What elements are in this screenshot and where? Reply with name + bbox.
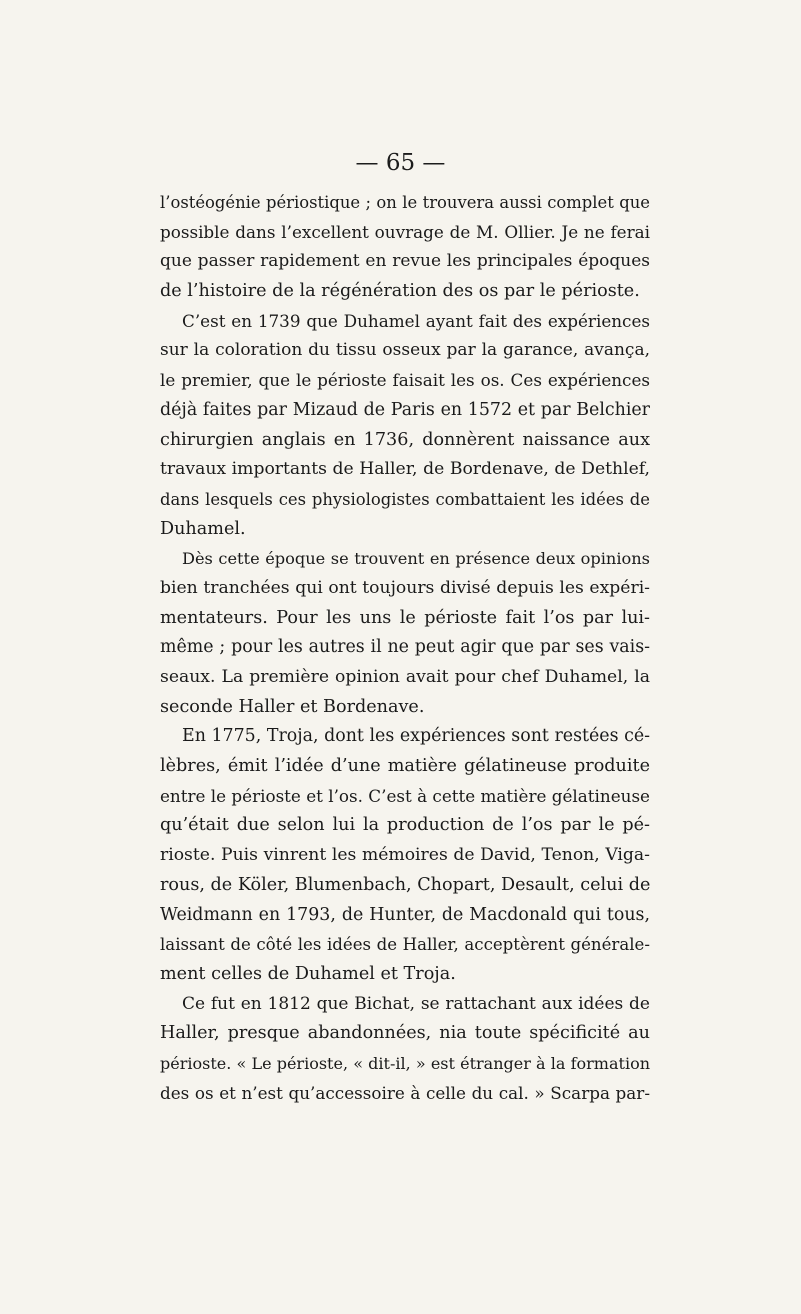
page-number: — 65 — [355, 150, 446, 176]
text-line: le premier, que le périoste faisait les os. Ces expériences [160, 370, 650, 391]
text-line: entre le périoste et l’os. C’est à cette matière gélatineuse [160, 785, 650, 806]
text-line: seaux. La première opinion avait pour chef Duhamel, la [160, 667, 650, 687]
text-line: des os et n’est qu’accessoire à celle du cal. » Scarpa par- [160, 1082, 650, 1103]
text-line: l’ostéogénie périostique ; on le trouvera aussi complet que [160, 193, 650, 212]
text-line: Dès cette époque se trouvent en présence deux opinions [182, 549, 650, 569]
text-line: déjà faites par Mizaud de Paris en 1572 et par Belchier [160, 399, 650, 420]
text-line: que passer rapidement en revue les principales époques [160, 251, 650, 272]
text-line: chirurgien anglais en 1736, donnèrent naissance aux [160, 429, 650, 450]
text-line: mentateurs. Pour les uns le périoste fait l’os par lui- [160, 607, 650, 628]
text-line: dans lesquels ces physiologistes combattaient les idées de [160, 489, 650, 509]
text-line: périoste. « Le périoste, « dit-il, » est étranger à la formation [160, 1053, 650, 1073]
text-line: rous, de Köler, Blumenbach, Chopart, Desault, celui de [160, 874, 650, 895]
text-line: bien tranchées qui ont toujours divisé depuis les expéri- [160, 577, 650, 598]
text-line: rioste. Puis vinrent les mémoires de David, Tenon, Viga- [160, 845, 650, 866]
text-line: lèbres, émit l’idée d’une matière gélatineuse produite [160, 756, 650, 777]
text-line: Weidmann en 1793, de Hunter, de Macdonald qui tous, [160, 904, 650, 925]
text-line: de l’histoire de la régénération des os par le périoste. [160, 281, 640, 302]
body-text [160, 188, 650, 1108]
text-line: qu’était due selon lui la production de l’os par le pé- [160, 815, 650, 836]
text-line: Haller, presque abandonnées, nia toute spécificité au [160, 1023, 650, 1044]
text-line: même ; pour les autres il ne peut agir que par ses vais- [160, 637, 650, 658]
text-line: Duhamel. [160, 518, 246, 539]
text-line: Ce fut en 1812 que Bichat, se rattachant aux idées de [182, 993, 650, 1014]
text-line: laissant de côté les idées de Haller, acceptèrent générale- [160, 935, 650, 955]
text-line: seconde Haller et Bordenave. [160, 696, 425, 717]
text-line: travaux importants de Haller, de Bordenave, de Dethlef, [160, 459, 650, 480]
text-line: En 1775, Troja, dont les expériences sont restées cé- [182, 726, 650, 747]
text-line: sur la coloration du tissu osseux par la garance, avança, [160, 340, 650, 361]
text-line: C’est en 1739 que Duhamel ayant fait des expériences [182, 310, 650, 331]
text-line: ment celles de Duhamel et Troja. [160, 963, 456, 984]
text-line: possible dans l’excellent ouvrage de M. Ollier. Je ne ferai [160, 221, 650, 242]
